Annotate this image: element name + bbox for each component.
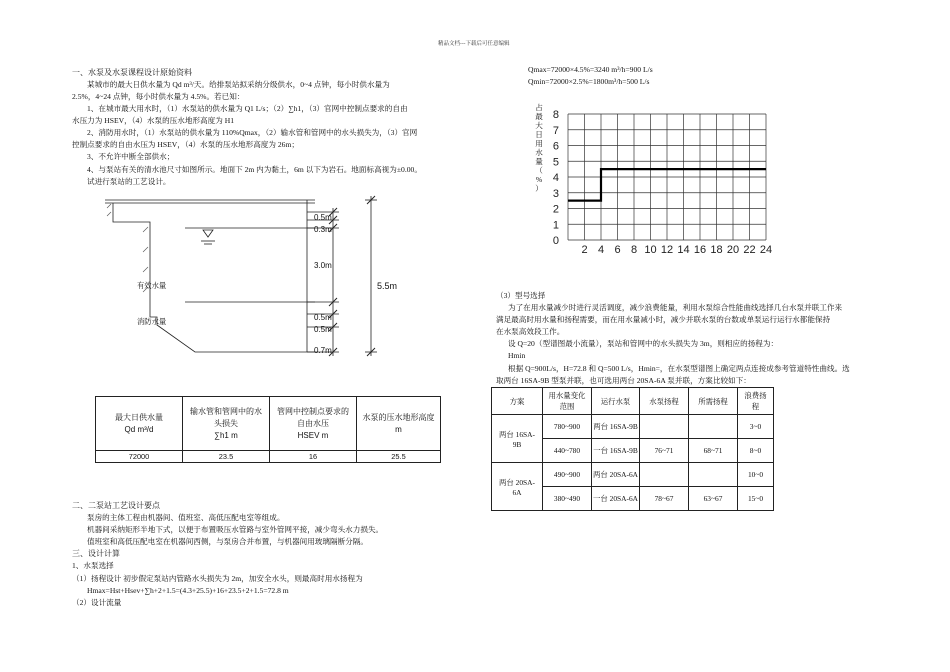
y-tick-label: 8	[552, 109, 559, 121]
item-1-line-b: 水压力为 HSEV，（4）水泵的压水地形高度为 H1	[72, 116, 234, 125]
param-value-headloss: 23.5	[183, 451, 270, 463]
pump-cell: 一台 20SA-6A	[592, 487, 640, 511]
need-head-cell: 68~71	[689, 439, 738, 463]
pump-head-cell: 76~71	[640, 439, 689, 463]
section-3-1-2: （2）设计流量	[72, 598, 122, 607]
dim-4: 0.5m	[314, 325, 332, 334]
item-2-line-b: 控制点要求的自由水压为 HSEV，（4）水泵的压水地形高度为 26m；	[72, 140, 299, 149]
x-tick-label: 24	[759, 244, 773, 256]
section-2-p2: 机器间采纳矩形半地下式，以便于布置吸压水管路与室外管网平接，减少弯头水力损失。	[87, 525, 384, 534]
dim-2: 3.0m	[314, 261, 332, 270]
pump-head-cell	[640, 415, 689, 439]
qmax-line: Qmax=72000×4.5%=3240 m³/h=900 L/s	[528, 65, 653, 74]
section-2-p3: 值班室和高低压配电室在机器间西侧，与泵房合并布置，与机器间用玻璃隔断分隔。	[87, 537, 368, 546]
section-2-title: 二、二泵站工艺设计要点	[72, 501, 160, 510]
scheme-name: 两台 16SA-9B	[492, 415, 543, 463]
item-3: 3、不允许中断全部供水；	[87, 152, 175, 161]
selection-title: （3）型号选择	[496, 291, 546, 300]
selection-p3-a: 根据 Q=900L/s，H=72.8 和 Q=500 L/s，Hmin=，在水泵型谱图上确定两点连接成参考管道特性曲线。选	[508, 364, 850, 373]
scheme-header-1: 用水量变化范围	[543, 388, 592, 415]
waste-cell: 15~0	[738, 487, 774, 511]
y-tick-label: 5	[552, 156, 559, 169]
item-4-line-a: 4、与泵站有关的清水池尺寸如图所示。地面下 2m 内为黏土，6m 以下为岩石。地面标高视为±0.00。	[87, 165, 422, 174]
y-tick-label: 2	[552, 203, 559, 216]
y-tick-label: 3	[552, 187, 559, 200]
range-cell: 490~900	[543, 463, 592, 487]
scheme-name: 两台 20SA-6A	[492, 463, 543, 511]
param-value-pressure: 16	[270, 451, 357, 463]
param-value-daily: 72000	[96, 451, 183, 463]
param-header-elevation: 水泵的压水地形高度 m	[357, 397, 441, 451]
parameter-table	[95, 396, 441, 463]
item-2-line-a: 2、消防用水时，（1）水泵站的供水量为 110%Qmax，（2）输水管和管网中的水头损失为，（3）官网	[87, 128, 418, 137]
need-head-cell: 63~67	[689, 487, 738, 511]
qmin-line: Qmin=72000×2.5%=1800m³/h=500 L/s	[528, 77, 650, 86]
dim-total: 5.5m	[377, 281, 398, 291]
selection-p3-b: 取两台 16SA-9B 型泵并联，也可选用两台 20SA-6A 泵并联，方案比较如下：	[496, 376, 751, 385]
water-supply-chart	[540, 106, 785, 256]
section-3-1-1: （1）扬程设计 初步假定泵站内管路水头损失为 2m，加安全水头，则最高时用水扬程为	[72, 574, 363, 583]
scheme-header-5: 浪费扬程	[738, 388, 774, 415]
selection-p1-b: 满足最高时用水量和扬程需要，而在用水量减小时，减少并联水泵的台数或单泵运行运行水都能保持	[496, 315, 831, 324]
x-tick-label: 18	[710, 244, 723, 256]
y-tick-label: 0	[552, 235, 559, 247]
x-tick-label: 10	[644, 244, 657, 256]
pump-head-cell: 78~67	[640, 487, 689, 511]
param-header-pressure: 管网中控制点要求的 自由水压 HSEV m	[270, 397, 357, 451]
chart-ylabel: 占 最 大 日 用 水 量 （ % ）	[535, 103, 543, 193]
section-2-p1: 泵房的主体工程由机器间、值班室、高低压配电室等组成。	[87, 513, 285, 522]
waste-cell: 8~0	[738, 439, 774, 463]
scheme-header-4: 所需扬程	[689, 388, 738, 415]
param-header-daily: 最大日供水量 Qd m³/d	[96, 397, 183, 451]
param-header-headloss: 输水管和管网中的水 头损失 ∑h1 m	[183, 397, 270, 451]
y-tick-label: 6	[552, 140, 559, 153]
scheme-header-0: 方案	[492, 388, 543, 415]
dim-1: 0.3m	[314, 225, 332, 234]
section-1-title: 一、水泵及水泵课程设计原始资料	[72, 68, 192, 77]
page-header: 精品文档---下载后可任意编辑	[438, 41, 510, 47]
section-3-title: 三、设计计算	[72, 549, 120, 558]
section-3-1: 1、水泵选择	[72, 561, 114, 570]
x-tick-label: 16	[693, 244, 707, 256]
x-tick-label: 2	[581, 244, 588, 256]
range-cell: 380~490	[543, 487, 592, 511]
x-tick-label: 22	[743, 244, 756, 256]
pump-head-cell	[640, 463, 689, 487]
table-row	[492, 463, 774, 487]
y-tick-label: 7	[552, 124, 559, 137]
scheme-table	[491, 387, 774, 511]
selection-hmin: Hmin	[508, 351, 526, 360]
paragraph-1-line-b: 2.5%，4~24 点钟，每小时供水量为 4.5%。若已知：	[72, 92, 245, 101]
pump-cell: 一台 16SA-9B	[592, 439, 640, 463]
scheme-header-2: 运行水泵	[592, 388, 640, 415]
x-tick-label: 12	[660, 244, 674, 256]
tank-section-drawing	[95, 192, 440, 364]
need-head-cell	[689, 415, 738, 439]
water-level-icon	[201, 230, 215, 244]
x-tick-label: 20	[726, 244, 740, 256]
dim-3: 0.5m	[314, 313, 332, 322]
table-row	[492, 415, 774, 439]
dim-5: 0.7m	[314, 346, 332, 355]
range-cell: 440~780	[543, 439, 592, 463]
pump-cell: 两台 16SA-9B	[592, 415, 640, 439]
param-value-elevation: 25.5	[357, 451, 441, 463]
selection-p2: 设 Q=20（型谱图最小流量），泵站和管网中的水头损失为 3m，则相应的扬程为：	[508, 339, 779, 348]
selection-p1-a: 为了在用水量减少时进行灵活调度，减少浪费能量，利用水泵综合性能曲线选择几台水泵并联工作来	[508, 303, 843, 312]
paragraph-1-line-a: 某城市的最大日供水量为 Qd m³/天。给排泵站拟采纳分级供水，0~4 点钟，每小时供水量为	[87, 80, 390, 89]
need-head-cell	[689, 463, 738, 487]
x-tick-label: 4	[597, 244, 605, 256]
y-tick-label: 1	[552, 219, 559, 232]
label-fire-volume: 消防水量	[137, 317, 167, 326]
selection-p1-c: 在水泵高效段工作。	[496, 327, 565, 336]
x-tick-label: 8	[630, 244, 638, 256]
dim-0: 0.5m	[314, 213, 332, 222]
x-tick-label: 14	[677, 244, 690, 256]
y-tick-label: 4	[552, 172, 559, 184]
waste-cell: 10~0	[738, 463, 774, 487]
item-1-line-a: 1、在城市最大用水时，（1）水泵站的供水量为 Q1 L/s；（2）∑h1，（3）官网中控制点要求的自由	[87, 104, 408, 113]
waste-cell: 3~0	[738, 415, 774, 439]
x-tick-label: 6	[614, 244, 621, 256]
head-formula: Hmax=Hst+Hsev+∑h+2+1.5=(4.3+25.5)+16+23.5+2+1.5=72.8 m	[87, 586, 289, 595]
pump-cell: 两台 20SA-6A	[592, 463, 640, 487]
scheme-header-3: 水泵扬程	[640, 388, 689, 415]
item-4-line-b: 试进行泵站的工艺设计。	[87, 177, 171, 186]
range-cell: 780~900	[543, 415, 592, 439]
label-effective-volume: 有效水量	[137, 281, 167, 290]
